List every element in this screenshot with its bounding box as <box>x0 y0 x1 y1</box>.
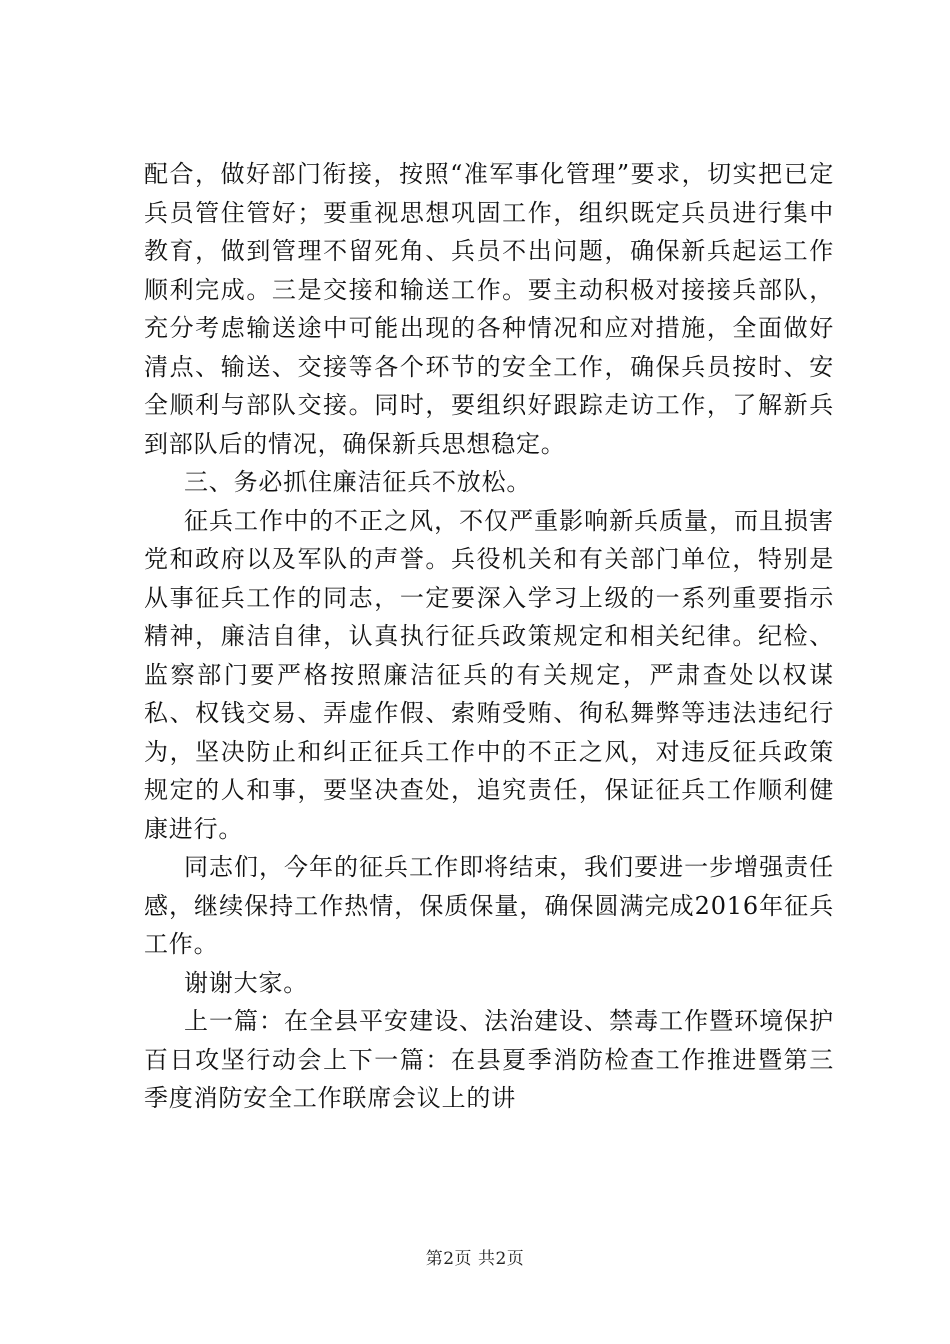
document-body <box>144 155 834 1118</box>
paragraph-closing: 同志们，今年的征兵工作即将结束，我们要进一步增强责任感，继续保持工作热情，保质保量，确保圆满完成2016年征兵工作。 <box>144 853 834 958</box>
paragraph-thanks: 谢谢大家。 <box>184 968 308 997</box>
page-number-footer: 第2页 共2页 <box>425 1249 525 1269</box>
section-heading-3: 三、务必抓住廉洁征兵不放松。 <box>184 468 532 496</box>
paragraph-anti-corruption: 征兵工作中的不正之风，不仅严重影响新兵质量，而且损害党和政府以及军队的声誉。兵役机关和有关部门单位，特别是从事征兵工作的同志，一定要深入学习上级的一系列重要指示精神，廉洁自律，认真执行征兵政策规定和相关纪律。纪检、监察部门要严格按照廉洁征兵的有关规定，严肃查处以权谋私、权钱交易、弄虚作假、索贿受贿、徇私舞弊等违法违纪行为，坚决防止和纠正征兵工作中的不正之风，对违反征兵政策规定的人和事，要坚决查处，追究责任，保证征兵工作顺利健康进行。 <box>144 506 834 843</box>
paragraph-prev-next-links: 上一篇：在全县平安建设、法治建设、禁毒工作暨环境保护百日攻坚行动会上下一篇：在县夏季消防检查工作推进暨第三季度消防安全工作联席会议上的讲 <box>144 1007 834 1112</box>
paragraph-continuation: 配合，做好部门衔接，按照“准军事化管理”要求，切实把已定兵员管住管好；要重视思想巩固工作，组织既定兵员进行集中教育，做到管理不留死角、兵员不出问题，确保新兵起运工作顺利完成。三是交接和输送工作。要主动积极对接接兵部队，充分考虑输送途中可能出现的各种情况和应对措施，全面做好清点、输送、交接等各个环节的安全工作，确保兵员按时、安全顺利与部队交接。同时，要组织好跟踪走访工作，了解新兵到部队后的情况，确保新兵思想稳定。 <box>144 160 834 458</box>
